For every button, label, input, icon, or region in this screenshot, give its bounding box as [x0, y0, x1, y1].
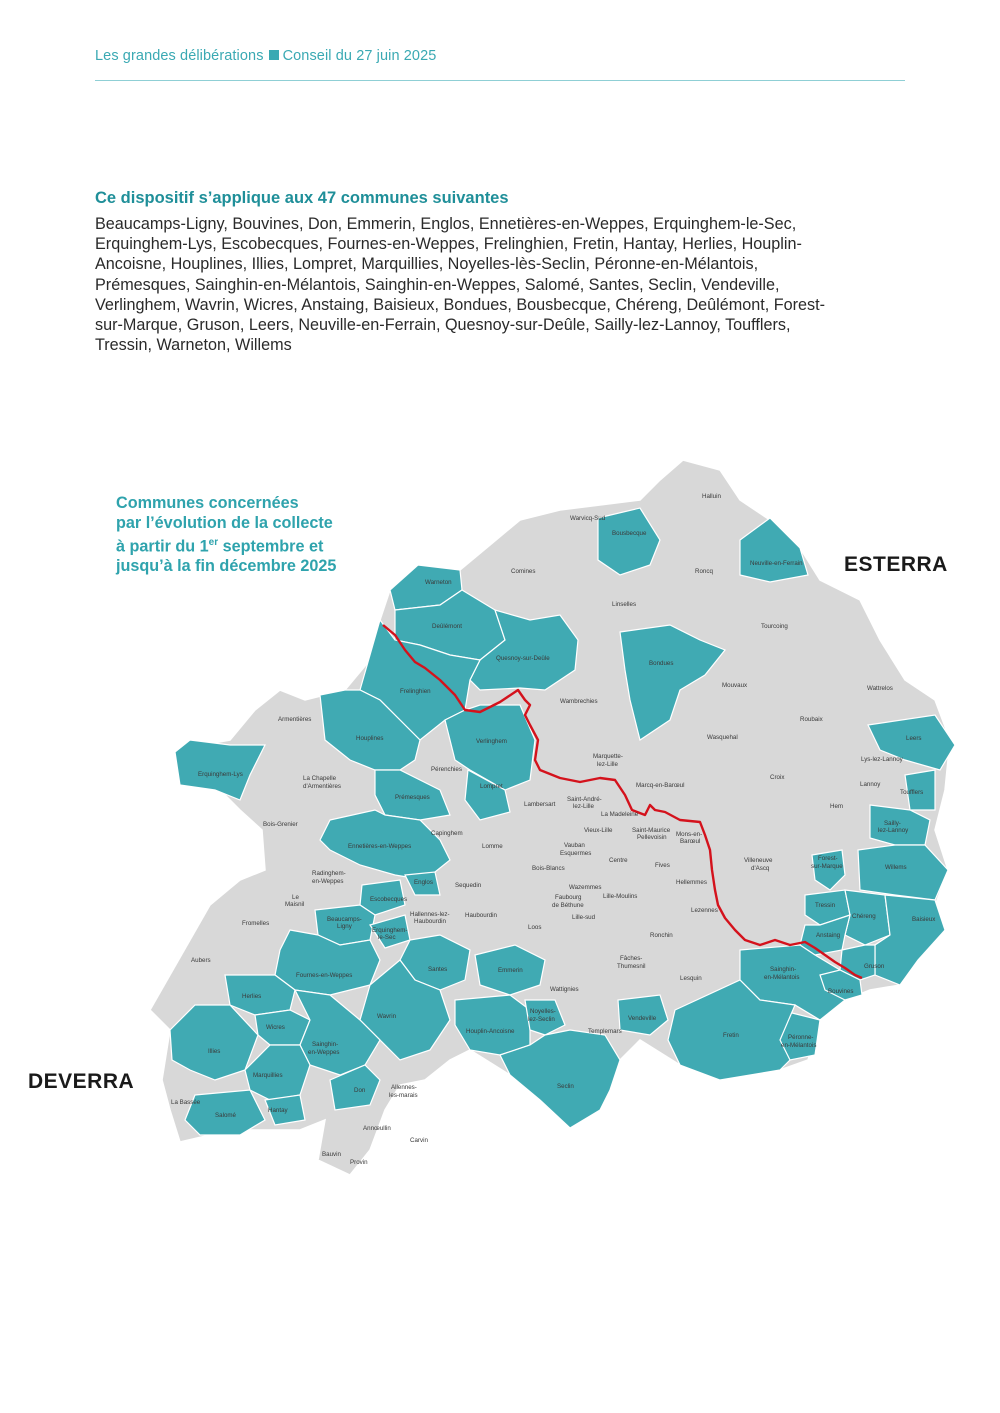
map-label-noyelles2: lez-Seclin: [528, 1016, 555, 1023]
map-label-erq-sec2: le-Sec: [378, 934, 396, 941]
map-label-don: Don: [354, 1087, 366, 1094]
map-label-sainghin-m: Sainghin-: [770, 966, 797, 973]
map-label-lambersart: Lambersart: [524, 801, 556, 808]
map-label-herlies: Herlies: [242, 993, 262, 1000]
map-label-annoeullin: Annœullin: [363, 1125, 391, 1132]
map-label-frelinghien: Frelinghien: [400, 688, 431, 695]
communes-line: Beaucamps-Ligny, Bouvines, Don, Emmerin, Englos, Ennetières-en-Weppes, Erquinghem-le-Sec,: [95, 215, 797, 233]
map-label-beaucamps: Beaucamps-: [327, 916, 362, 923]
legend-line: jusqu’à la fin décembre 2025: [116, 557, 337, 576]
map-label-fretin: Fretin: [723, 1032, 739, 1039]
map-label-tressin: Tressin: [815, 902, 836, 909]
map-label-faches: Fâches-: [620, 955, 643, 962]
legend-line: Communes concernées: [116, 494, 299, 512]
map-label-sailly: Sailly-: [884, 820, 901, 827]
map-label-verlinghem: Verlinghem: [476, 738, 507, 745]
map-label-mons: Mons-en-: [676, 831, 703, 838]
header-divider: [95, 80, 905, 81]
map-label-lompret: Lompret: [480, 783, 503, 790]
map-label-sainghin-w: Sainghin-: [312, 1041, 339, 1048]
map-label-forest2: sur-Marque: [811, 863, 843, 870]
map-label-sailly2: lez-Lannoy: [878, 827, 909, 834]
map-label-carvin: Carvin: [410, 1137, 428, 1144]
map-label-roncq: Roncq: [695, 568, 713, 575]
map-label-templemars: Templemars: [588, 1028, 622, 1035]
map-label-st-andre: Saint-André-: [567, 796, 602, 803]
map-label-wattrelos: Wattrelos: [867, 685, 893, 692]
map-label-marquette: Marquette-: [593, 753, 623, 760]
map-label-st-andre2: lez-Lille: [573, 803, 594, 810]
map-label-vieux-lille: Vieux-Lille: [584, 827, 613, 834]
map-label-chapelle2: d'Armentières: [303, 783, 341, 790]
map-label-vauban2: Esquermes: [560, 850, 592, 857]
map-label-wambrechies: Wambrechies: [560, 698, 598, 705]
map-label-beaucamps2: Ligny: [337, 923, 352, 930]
map-label-toufflers: Toufflers: [900, 789, 924, 796]
legend-date-prefix: à partir du 1: [116, 537, 209, 556]
intro-title: Ce dispositif s’applique aux 47 communes suivantes: [95, 189, 509, 207]
map-label-wazemmes: Wazemmes: [569, 884, 602, 891]
map-label-linselles: Linselles: [612, 601, 637, 608]
map-label-croix: Croix: [770, 774, 785, 781]
legend-date-suffix: septembre et: [218, 537, 324, 556]
communes-line: Erquinghem-Lys, Escobecques, Fournes-en-Weppes, Frelinghien, Fretin, Hantay, Herlies, Houplin-: [95, 235, 802, 254]
map-label-provin: Provin: [350, 1159, 368, 1166]
map-label-baisieux: Baisieux: [912, 916, 936, 923]
map-label-lille-moulins: Lille-Moulins: [603, 893, 638, 900]
map-label-noyelles: Noyelles-: [530, 1008, 556, 1015]
map-label-faubourg: Faubourg: [555, 894, 582, 901]
map-label-forest: Forest-: [818, 855, 838, 862]
zone-label-deverra: DEVERRA: [28, 1070, 135, 1093]
map-label-lille-sud: Lille-sud: [572, 914, 596, 921]
map-label-villeneuve2: d'Ascq: [751, 865, 770, 872]
map-label-emmerin: Emmerin: [498, 967, 523, 974]
map-label-gruson: Gruson: [864, 963, 885, 970]
map-label-bois-blancs: Bois-Blancs: [532, 865, 565, 872]
map-label-la-bassee: La Bassée: [171, 1099, 201, 1106]
map-label-villeneuve: Villeneuve: [744, 857, 773, 864]
map-label-st-maurice: Saint-Maurice: [632, 827, 671, 834]
map-label-lannoy: Lannoy: [860, 781, 881, 788]
map-label-hellemmes: Hellemmes: [676, 879, 707, 886]
map-label-faubourg2: de Béthune: [552, 902, 584, 909]
map-label-deulemont: Deûlémont: [432, 623, 462, 630]
map-label-bousbecque: Bousbecque: [612, 530, 647, 537]
map-label-neuville: Neuville-en-Ferrain: [750, 560, 803, 567]
header-section: Les grandes délibérations: [95, 48, 264, 64]
map-label-hallennes: Hallennes-lez-: [410, 911, 450, 918]
map-label-armentieres: Armentières: [278, 716, 312, 723]
map-label-peronne2: en-Mélantois: [781, 1042, 817, 1049]
map-label-st-maurice2: Pellevoisin: [637, 834, 667, 841]
map-label-ennetieres: Ennetières-en-Weppes: [348, 843, 412, 850]
map-label-fournes: Fournes-en-Weppes: [296, 972, 353, 979]
legend-superscript: er: [208, 537, 219, 548]
map-label-sainghin-w2: en-Weppes: [308, 1049, 340, 1056]
map-label-capinghem: Capinghem: [431, 830, 463, 837]
map-label-fromelles: Fromelles: [242, 920, 270, 927]
communes-line: Ancoisne, Houplines, Illies, Lompret, Marquillies, Noyelles-lès-Seclin, Péronne-en-Mélantois,: [95, 255, 759, 274]
page-header: [95, 48, 436, 64]
map-label-la-madeleine: La Madeleine: [601, 811, 639, 818]
map-label-lomme: Lomme: [482, 843, 503, 850]
map-label-seclin: Seclin: [557, 1083, 574, 1090]
map-label-bois-grenier: Bois-Grenier: [263, 821, 298, 828]
legend-line: [116, 533, 336, 556]
communes-list: [95, 214, 895, 355]
map-label-wavrin: Wavrin: [377, 1013, 397, 1020]
map-label-faches2: Thumesnil: [617, 963, 646, 970]
legend-line: par l’évolution de la collecte: [116, 514, 333, 532]
map-label-tourcoing: Tourcoing: [761, 623, 788, 630]
map-label-radinghem: Radinghem-: [312, 870, 346, 877]
map-label-centre: Centre: [609, 857, 628, 864]
communes-line: Tressin, Warneton, Willems: [95, 336, 292, 355]
map-label-bauvin: Bauvin: [322, 1151, 341, 1158]
map-label-le-maisnil: Le: [292, 894, 299, 901]
map-label-halluin: Halluin: [702, 493, 721, 500]
map-label-willems: Willems: [885, 864, 907, 871]
communes-line: Verlinghem, Wavrin, Wicres, Anstaing, Baisieux, Bondues, Bousbecque, Chéreng, Deûlémont, Forest-: [95, 295, 825, 314]
map-label-salome: Salomé: [215, 1112, 236, 1119]
map-label-englos: Englos: [414, 879, 433, 886]
map-label-hem: Hem: [830, 803, 844, 810]
map-label-marquillies: Marquillies: [253, 1072, 283, 1079]
map-label-haubourdin: Haubourdin: [465, 912, 497, 919]
map-label-erq-sec: Erquinghem-: [372, 927, 408, 934]
map-label-premesques: Prémesques: [395, 794, 430, 801]
map-label-vendeville: Vendeville: [628, 1015, 657, 1022]
map-label-bondues: Bondues: [649, 660, 674, 667]
map-label-perenchies: Pérenchies: [431, 766, 462, 773]
map-label-leers: Leers: [906, 735, 922, 742]
map-label-allennes2: les-marais: [389, 1092, 418, 1099]
map-label-santes: Santes: [428, 966, 448, 973]
map-label-chereng: Chéreng: [852, 913, 876, 920]
map-label-hallennes2: Haubourdin: [414, 918, 446, 925]
map-label-wattignies: Wattignies: [550, 986, 579, 993]
map-label-anstaing: Anstaing: [816, 932, 841, 939]
map-label-wicres: Wicres: [266, 1024, 285, 1031]
map-label-mons2: Barœul: [680, 838, 701, 845]
communes-line: Prémesques, Sainghin-en-Mélantois, Sainghin-en-Weppes, Salomé, Santes, Seclin, Vendeville,: [95, 275, 780, 294]
map-label-radinghem2: en-Weppes: [312, 878, 344, 885]
map-label-allennes: Allennes-: [391, 1084, 417, 1091]
map-label-sequedin: Sequedin: [455, 882, 482, 889]
map-label-bouvines: Bouvines: [828, 988, 854, 995]
map-label-houplines: Houplines: [356, 735, 384, 742]
map-label-illies: Illies: [208, 1048, 221, 1055]
map-label-chapelle: La Chapelle: [303, 775, 337, 782]
map-label-peronne: Péronne-: [788, 1034, 814, 1041]
map-label-escobecques: Escobecques: [370, 896, 408, 903]
map-label-houplin: Houplin-Ancoisne: [466, 1028, 515, 1035]
map-label-sainghin-m2: en-Mélantois: [764, 974, 800, 981]
map-label-vauban: Vauban: [564, 842, 585, 849]
map-label-lys: Lys-lez-Lannoy: [861, 756, 903, 763]
communes-line: sur-Marque, Gruson, Leers, Neuville-en-Ferrain, Quesnoy-sur-Deûle, Sailly-lez-Lannoy, Toufflers,: [95, 316, 791, 335]
map-label-hantay: Hantay: [268, 1107, 288, 1114]
map-label-aubers: Aubers: [191, 957, 211, 964]
map-label-roubaix: Roubaix: [800, 716, 823, 723]
zone-label-esterra: ESTERRA: [844, 553, 948, 576]
header-meeting: Conseil du 27 juin 2025: [282, 48, 437, 64]
map-label-quesnoy: Quesnoy-sur-Deûle: [496, 655, 550, 662]
map-label-warvicq: Warvicq-Sud: [570, 515, 606, 522]
map-label-loos: Loos: [528, 924, 542, 931]
map-label-fives: Fives: [655, 862, 670, 869]
map-label-comines: Comines: [511, 568, 536, 575]
map-label-lesquin: Lesquin: [680, 975, 702, 982]
map-label-warneton: Warneton: [425, 579, 452, 586]
map-label-erquinghem-lys: Erquinghem-Lys: [198, 771, 243, 778]
map-label-lezennes: Lezennes: [691, 907, 718, 914]
map-label-le-maisnil2: Maisnil: [285, 901, 305, 908]
map-label-ronchin: Ronchin: [650, 932, 673, 939]
map-legend: [116, 493, 336, 576]
map-label-mouvaux: Mouvaux: [722, 682, 748, 689]
header-square-icon: [269, 50, 279, 60]
map-label-marcq: Marcq-en-Barœul: [636, 782, 685, 789]
map-label-marquette2: lez-Lille: [597, 761, 618, 768]
map-label-wasquehal: Wasquehal: [707, 734, 738, 741]
